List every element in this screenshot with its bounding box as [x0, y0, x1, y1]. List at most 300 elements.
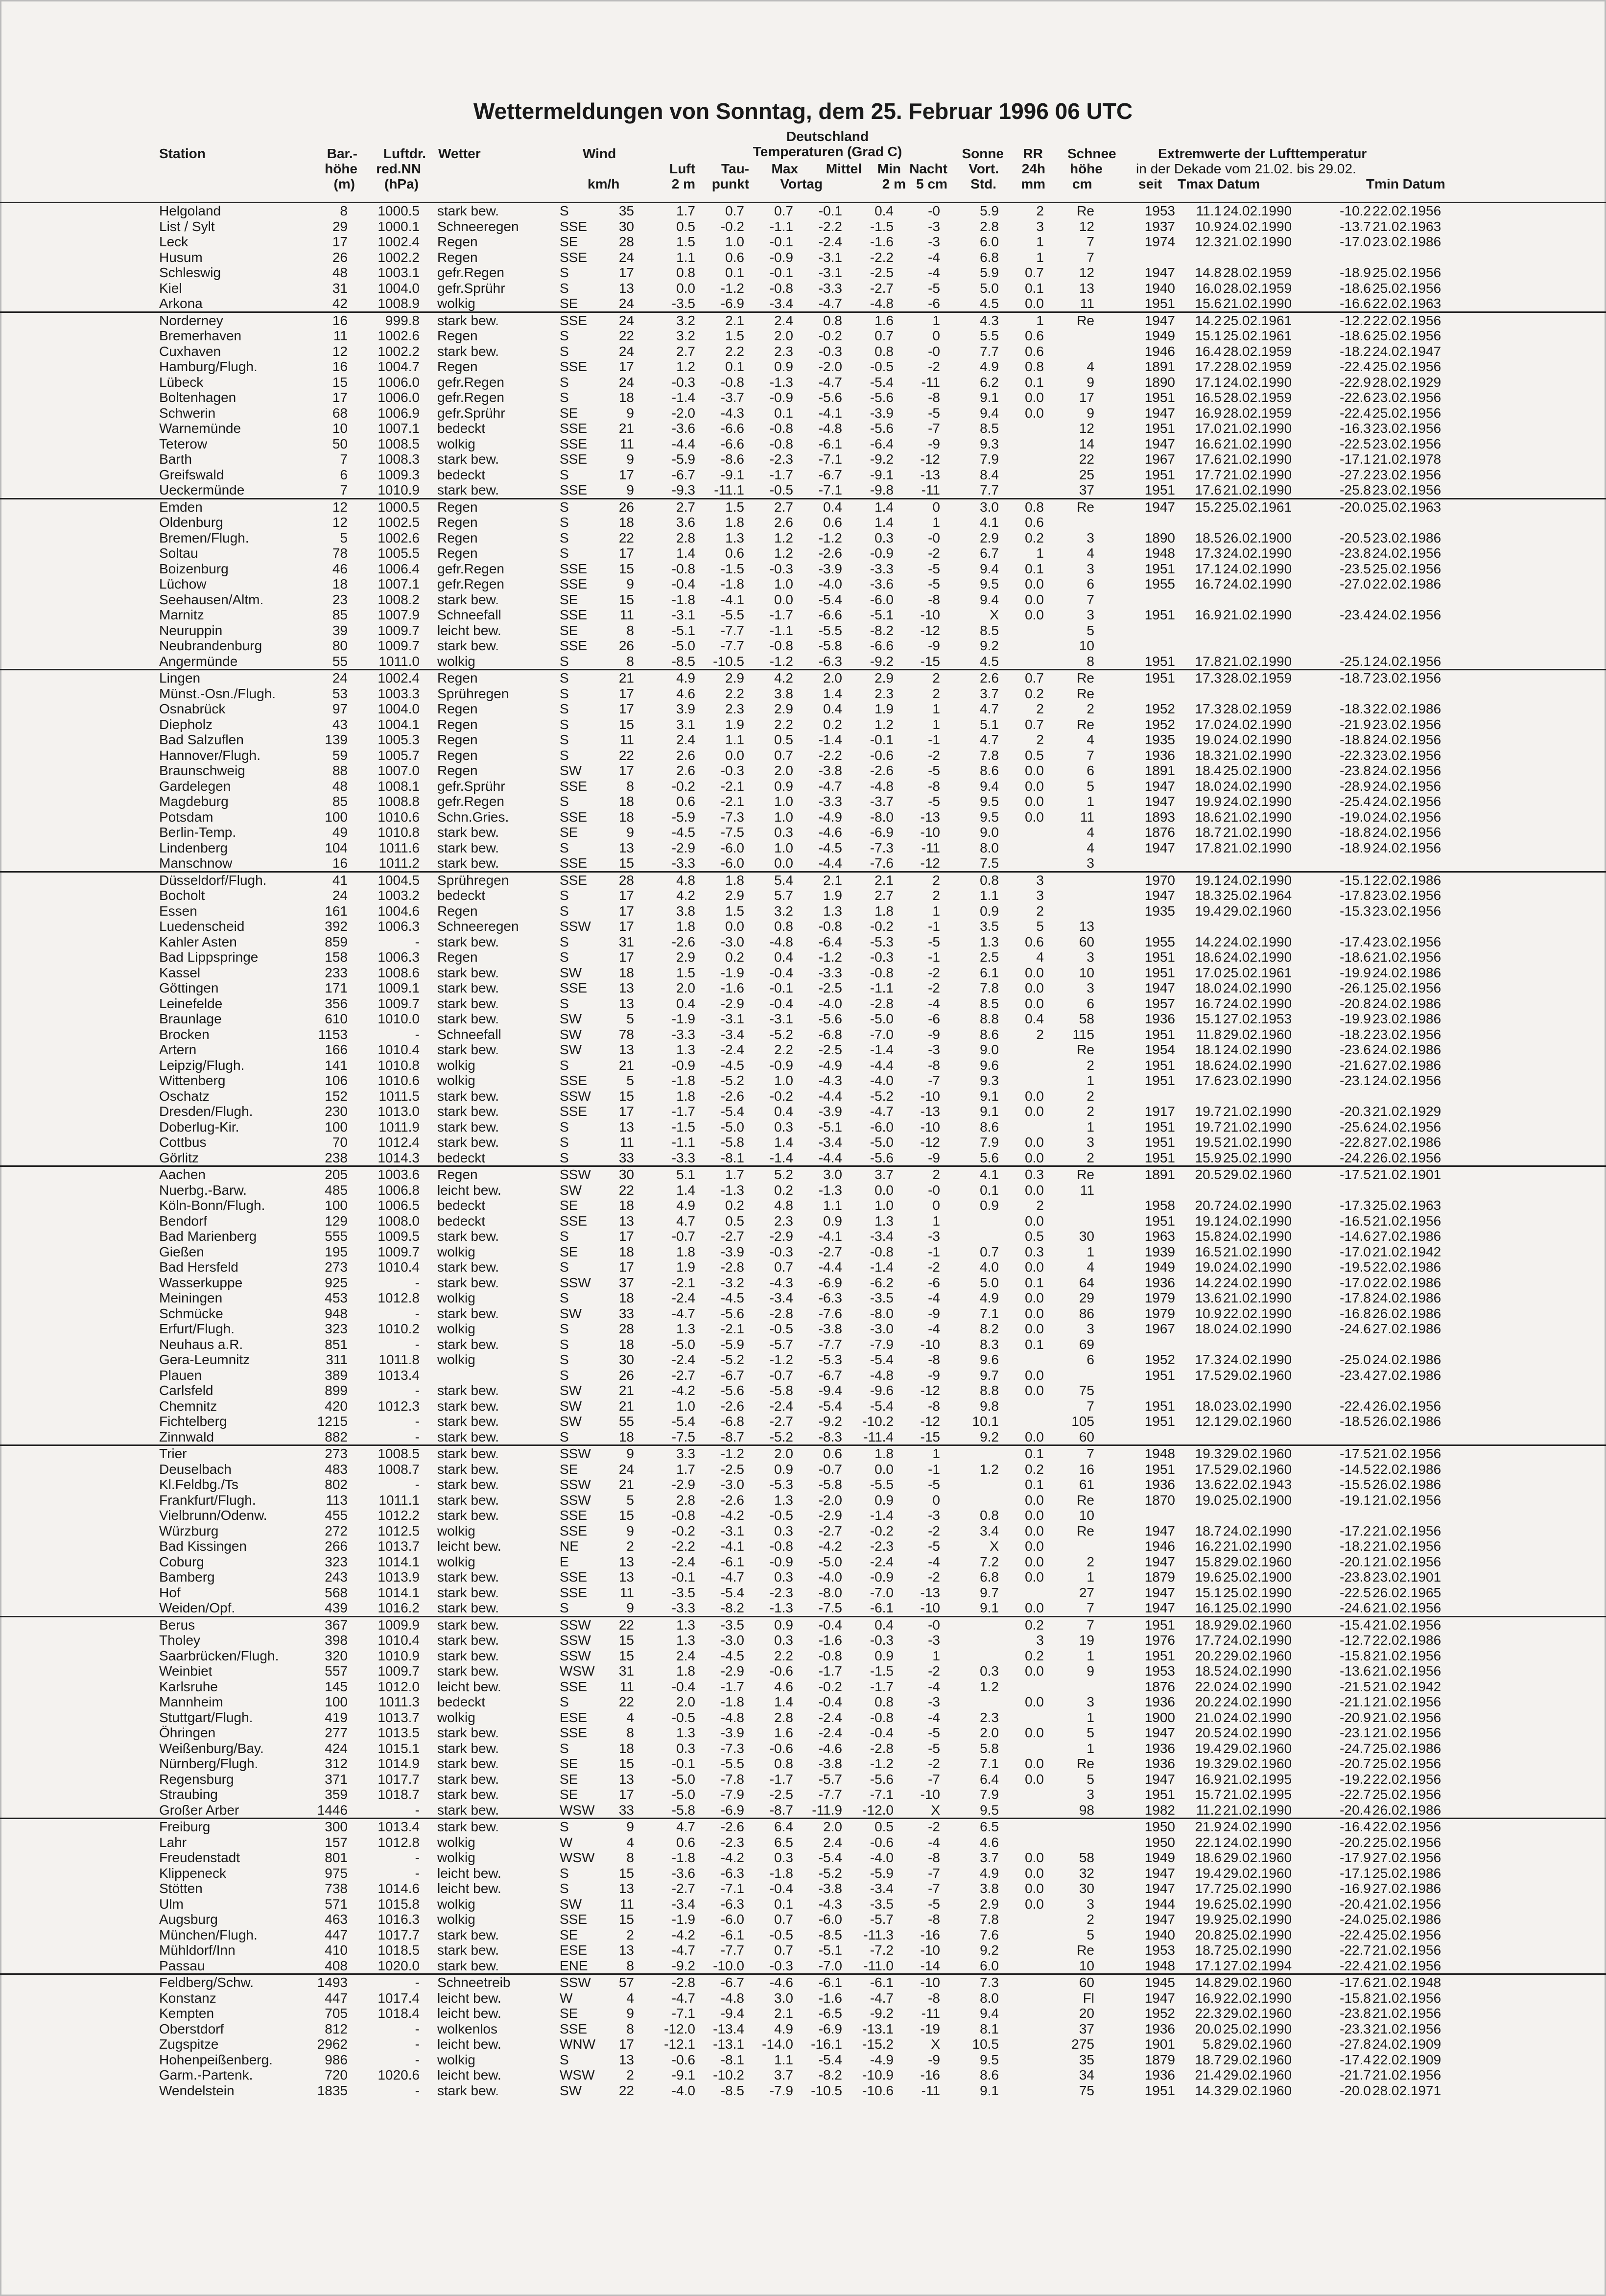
cell-luftdruck: 1008.2: [378, 592, 420, 607]
cell-schnee: Re: [1077, 499, 1094, 515]
cell-luft: -2.6: [671, 934, 695, 949]
cell-taupunkt: -6.3: [720, 1865, 744, 1881]
cell-tmax: 17.5: [1195, 1461, 1222, 1477]
cell-wind-dir: SSW: [560, 919, 591, 934]
cell-tmax-datum: 25.02.1961: [1223, 312, 1292, 328]
cell-luftdruck: 1007.0: [378, 763, 420, 778]
cell-tmin: -21.7: [1340, 2067, 1371, 2083]
table-row: [0, 888, 1606, 903]
cell-wetter: stark bew.: [437, 1259, 499, 1275]
col-wind: Wind: [583, 146, 616, 161]
table-row: [0, 1710, 1606, 1726]
cell-seit: 1951: [1144, 1367, 1175, 1383]
cell-min: -3.5: [870, 1896, 894, 1912]
table-row: [0, 1446, 1606, 1462]
cell-luft: -2.8: [671, 1975, 695, 1990]
cell-tmax: 14.2: [1195, 1275, 1222, 1290]
cell-sonne: 8.1: [980, 2021, 999, 2036]
cell-tmax-datum: 25.02.1900: [1223, 1569, 1292, 1585]
cell-luftdruck: 1006.3: [378, 949, 420, 965]
cell-luft: 1.3: [676, 1633, 695, 1648]
cell-tmax: 17.8: [1195, 840, 1222, 855]
cell-max: -0.4: [769, 995, 793, 1011]
col-luft-2m: 2 m: [671, 176, 695, 191]
cell-tmin: -17.1: [1340, 1865, 1371, 1881]
cell-sonne: 9.5: [980, 794, 999, 809]
cell-wetter: stark bew.: [437, 1585, 499, 1600]
cell-seit: 1951: [1144, 1057, 1175, 1073]
cell-luftdruck: 1000.1: [378, 218, 420, 234]
cell-wetter: leicht bew.: [437, 622, 501, 638]
cell-tmax: 22.1: [1195, 1834, 1222, 1850]
cell-luft: -2.7: [671, 1367, 695, 1383]
cell-max: -2.4: [769, 1398, 793, 1414]
cell-seit: 1944: [1144, 1896, 1175, 1912]
cell-max: 4.8: [774, 1198, 793, 1213]
cell-wind-kmh: 18: [618, 965, 634, 980]
cell-max: 4.9: [774, 2021, 793, 2036]
cell-tmax-datum: 29.02.1960: [1223, 2052, 1292, 2067]
cell-taupunkt: -3.1: [720, 1523, 744, 1539]
cell-luftdruck: 1010.4: [378, 1042, 420, 1057]
cell-luftdruck: 1006.3: [378, 919, 420, 934]
cell-sonne: 7.5: [980, 855, 999, 871]
cell-luft: -1.9: [671, 1912, 695, 1927]
cell-seit: 1936: [1144, 1740, 1175, 1756]
cell-mittel: 0.2: [823, 716, 842, 732]
cell-wind-dir: S: [560, 1881, 569, 1896]
cell-nacht: -13: [920, 1585, 940, 1600]
cell-tmax: 16.9: [1195, 405, 1222, 421]
cell-luft: 4.7: [676, 1213, 695, 1229]
cell-luftdruck: -: [415, 1305, 420, 1321]
cell-tmax: 19.9: [1195, 794, 1222, 809]
cell-sonne: 4.1: [980, 515, 999, 530]
cell-schnee: 4: [1086, 840, 1094, 855]
cell-schnee: 11: [1080, 809, 1094, 825]
cell-nacht: -8: [928, 1398, 940, 1414]
cell-tmin-datum: 25.02.1956: [1372, 405, 1441, 421]
cell-tmax-datum: 24.02.1990: [1223, 561, 1292, 576]
cell-station: Bad Kissingen: [159, 1539, 247, 1554]
cell-station: Bremerhaven: [159, 328, 242, 343]
cell-luftdruck: 1016.3: [378, 1912, 420, 1927]
cell-wind-dir: S: [560, 265, 569, 280]
cell-mittel: -3.1: [818, 249, 842, 265]
cell-rr: 0.3: [1025, 1167, 1044, 1182]
cell-max: -2.8: [769, 1305, 793, 1321]
cell-wind-dir: S: [560, 653, 569, 669]
cell-wind-dir: SSW: [560, 1975, 591, 1990]
cell-min: -5.1: [870, 607, 894, 622]
cell-wetter: gefr.Regen: [437, 265, 504, 280]
cell-taupunkt: -3.0: [720, 1633, 744, 1648]
cell-wind-kmh: 17: [618, 919, 634, 934]
cell-taupunkt: -4.3: [720, 405, 744, 421]
cell-luftdruck: 1002.4: [378, 670, 420, 686]
cell-tmax-datum: 28.02.1959: [1223, 390, 1292, 405]
cell-sonne: 0.3: [980, 1663, 999, 1679]
cell-schnee: 30: [1079, 1881, 1094, 1896]
cell-wind-dir: NE: [560, 1539, 579, 1554]
cell-tmin: -20.7: [1340, 1756, 1371, 1771]
table-row: [0, 1414, 1606, 1429]
cell-mittel: -0.7: [818, 1461, 842, 1477]
cell-mittel: -6.0: [818, 1912, 842, 1927]
table-row: [0, 545, 1606, 561]
cell-luftdruck: 1009.7: [378, 638, 420, 653]
cell-wind-kmh: 13: [618, 280, 634, 296]
table-row: [0, 234, 1606, 250]
cell-seit: 1950: [1144, 1819, 1175, 1834]
cell-seit: 1947: [1144, 1881, 1175, 1896]
cell-wind-dir: SE: [560, 825, 578, 840]
cell-max: -0.4: [769, 1881, 793, 1896]
cell-max: 0.8: [774, 919, 793, 934]
cell-mittel: 0.6: [823, 515, 842, 530]
cell-tmin: -17.2: [1340, 1523, 1371, 1539]
cell-luftdruck: 1006.5: [378, 1198, 420, 1213]
cell-tmax: 10.9: [1195, 1305, 1222, 1321]
cell-bar-hoehe: 39: [332, 622, 348, 638]
cell-taupunkt: -6.9: [720, 1802, 744, 1818]
cell-schnee: 10: [1079, 638, 1094, 653]
cell-tmax: 14.3: [1195, 2083, 1222, 2098]
col-min: Min: [877, 161, 901, 176]
cell-luft: -5.0: [671, 1336, 695, 1352]
cell-station: Vielbrunn/Odenw.: [159, 1508, 267, 1523]
cell-tmax: 19.1: [1195, 872, 1222, 888]
cell-sonne: 9.4: [980, 592, 999, 607]
table-row: [0, 1119, 1606, 1135]
table-row: [0, 1089, 1606, 1104]
cell-tmin-datum: 24.02.1956: [1372, 1119, 1441, 1135]
cell-station: Hof: [159, 1585, 181, 1600]
cell-luftdruck: 1009.7: [378, 1244, 420, 1259]
cell-tmin-datum: 25.02.1986: [1372, 1912, 1441, 1927]
cell-rr: 0.0: [1025, 1569, 1044, 1585]
table-row: [0, 592, 1606, 608]
cell-rr: 0.0: [1025, 1305, 1044, 1321]
cell-wind-dir: S: [560, 515, 569, 530]
cell-tmin-datum: 25.02.1956: [1372, 1756, 1441, 1771]
cell-luft: 0.6: [676, 794, 695, 809]
cell-station: Cuxhaven: [159, 343, 221, 359]
cell-luftdruck: 1002.6: [378, 328, 420, 343]
cell-tmax-datum: 27.02.1994: [1223, 1958, 1292, 1973]
cell-tmax-datum: 24.02.1990: [1223, 1819, 1292, 1834]
cell-station: Garm.-Partenk.: [159, 2067, 253, 2083]
cell-nacht: -9: [928, 638, 940, 653]
cell-tmin: -22.4: [1340, 1398, 1371, 1414]
cell-luftdruck: 1007.1: [378, 421, 420, 436]
cell-seit: 1935: [1144, 732, 1175, 747]
cell-wind-dir: SE: [560, 622, 578, 638]
cell-nacht: -10: [920, 1119, 940, 1135]
cell-schnee: 115: [1072, 1026, 1094, 1042]
cell-station: Hamburg/Flugh.: [159, 359, 258, 374]
cell-nacht: -5: [928, 1477, 940, 1492]
cell-nacht: -0: [928, 530, 940, 545]
cell-station: Weinbiet: [159, 1663, 213, 1679]
cell-taupunkt: -3.0: [720, 1477, 744, 1492]
cell-max: -2.7: [769, 1414, 793, 1429]
cell-wetter: gefr.Regen: [437, 794, 504, 809]
cell-tmax: 18.7: [1195, 825, 1222, 840]
cell-tmin-datum: 26.02.1986: [1372, 1414, 1441, 1429]
col-rr-1: RR: [1023, 146, 1043, 161]
cell-taupunkt: -5.6: [720, 1305, 744, 1321]
cell-wetter: stark bew.: [437, 203, 499, 218]
cell-tmin-datum: 25.02.1986: [1372, 1865, 1441, 1881]
cell-bar-hoehe: 720: [325, 2067, 348, 2083]
cell-tmin: -15.3: [1340, 903, 1371, 919]
cell-max: -14.0: [762, 2036, 793, 2052]
cell-wind-kmh: 2: [626, 1539, 634, 1554]
cell-schnee: 2: [1086, 1057, 1094, 1073]
cell-min: -1.5: [870, 1663, 894, 1679]
cell-tmin: -18.8: [1340, 732, 1371, 747]
cell-wind-kmh: 21: [618, 670, 634, 686]
cell-nacht: -9: [928, 2052, 940, 2067]
cell-seit: 1947: [1144, 1523, 1175, 1539]
cell-rr: 1: [1036, 249, 1044, 265]
cell-station: Konstanz: [159, 1990, 216, 2006]
cell-tmax: 16.7: [1195, 995, 1222, 1011]
cell-mittel: -2.7: [818, 1244, 842, 1259]
cell-bar-hoehe: 859: [325, 934, 348, 949]
cell-station: Warnemünde: [159, 421, 241, 436]
cell-taupunkt: -6.1: [720, 1927, 744, 1942]
cell-luft: -12.0: [664, 2021, 695, 2036]
cell-wind-dir: SSE: [560, 855, 588, 871]
cell-nacht: 0: [932, 1198, 940, 1213]
cell-nacht: -19: [920, 2021, 940, 2036]
cell-tmax-datum: 24.02.1990: [1223, 1229, 1292, 1244]
cell-wetter: bedeckt: [437, 421, 486, 436]
cell-mittel: -2.6: [818, 545, 842, 561]
cell-nacht: -2: [928, 1569, 940, 1585]
cell-station: Magdeburg: [159, 794, 229, 809]
cell-min: -4.7: [870, 1990, 894, 2006]
cell-schnee: 2: [1086, 1104, 1094, 1119]
cell-tmin: -20.3: [1340, 1104, 1371, 1119]
cell-tmax: 19.6: [1195, 1896, 1222, 1912]
cell-nacht: -3: [928, 234, 940, 249]
cell-nacht: -10: [920, 1942, 940, 1958]
table-row: [0, 623, 1606, 639]
cell-nacht: 2: [932, 888, 940, 903]
cell-tmin: -20.1: [1340, 1554, 1371, 1569]
cell-nacht: -2: [928, 1756, 940, 1771]
table-row: [0, 1275, 1606, 1291]
cell-wind-dir: S: [560, 328, 569, 343]
table-row: [0, 1492, 1606, 1508]
cell-luft: -3.1: [671, 607, 695, 622]
cell-tmin-datum: 21.02.1956: [1372, 1492, 1441, 1508]
table-row: [0, 561, 1606, 577]
cell-nacht: -10: [920, 825, 940, 840]
cell-luftdruck: -: [415, 1026, 420, 1042]
cell-seit: 1947: [1144, 1725, 1175, 1740]
cell-wetter: Regen: [437, 249, 478, 265]
table-row: [0, 1462, 1606, 1477]
cell-tmin: -22.3: [1340, 747, 1371, 763]
cell-taupunkt: -13.1: [713, 2036, 744, 2052]
cell-wind-dir: S: [560, 1119, 569, 1135]
cell-nacht: 2: [932, 1167, 940, 1182]
cell-wind-dir: SSE: [560, 1523, 588, 1539]
cell-wetter: Regen: [437, 732, 478, 747]
cell-rr: 0.6: [1025, 515, 1044, 530]
cell-mittel: -5.5: [818, 622, 842, 638]
cell-wind-dir: SSE: [560, 218, 588, 234]
cell-mittel: -5.0: [818, 1554, 842, 1569]
cell-wind-dir: S: [560, 280, 569, 296]
cell-wetter: Sprühregen: [437, 872, 509, 888]
cell-bar-hoehe: 12: [332, 343, 348, 359]
cell-tmax: 16.1: [1195, 1600, 1222, 1615]
cell-wetter: stark bew.: [437, 1648, 499, 1663]
cell-tmin-datum: 26.02.1956: [1372, 1398, 1441, 1414]
cell-sonne: 9.8: [980, 1398, 999, 1414]
cell-tmin-datum: 21.02.1929: [1372, 1104, 1441, 1119]
cell-seit: 1876: [1144, 1679, 1175, 1694]
table-row: [0, 390, 1606, 405]
cell-nacht: 1: [932, 1213, 940, 1229]
cell-tmin-datum: 22.02.1956: [1372, 312, 1441, 328]
cell-tmax-datum: 25.02.1990: [1223, 1912, 1292, 1927]
cell-sonne: 7.2: [980, 1554, 999, 1569]
table-row: [0, 281, 1606, 296]
cell-seit: 1951: [1144, 1119, 1175, 1135]
cell-min: -3.0: [870, 1321, 894, 1336]
cell-wetter: stark bew.: [437, 1633, 499, 1648]
cell-wind-kmh: 11: [619, 1585, 634, 1600]
cell-tmin-datum: 24.02.1986: [1372, 965, 1441, 980]
cell-tmax: 14.8: [1195, 265, 1222, 280]
cell-luftdruck: 1009.1: [378, 980, 420, 995]
cell-mittel: -4.6: [818, 1740, 842, 1756]
cell-luft: 4.7: [676, 1819, 695, 1834]
cell-luftdruck: -: [415, 1477, 420, 1492]
cell-luft: -1.8: [671, 1850, 695, 1865]
cell-taupunkt: 2.2: [725, 343, 744, 359]
cell-tmin-datum: 24.02.1986: [1372, 995, 1441, 1011]
cell-tmax-datum: 28.02.1959: [1223, 701, 1292, 716]
cell-wind-dir: SSW: [560, 1633, 591, 1648]
cell-taupunkt: -6.6: [720, 436, 744, 451]
table-row: [0, 1135, 1606, 1150]
cell-tmin-datum: 23.02.1956: [1372, 716, 1441, 732]
table-row: [0, 2067, 1606, 2083]
cell-luft: 1.4: [676, 545, 695, 561]
cell-luft: -0.9: [671, 1057, 695, 1073]
cell-wind-kmh: 37: [618, 1275, 634, 1290]
cell-max: -7.9: [769, 2083, 793, 2098]
cell-luft: -0.4: [671, 1679, 695, 1694]
cell-seit: 1946: [1144, 1539, 1175, 1554]
cell-seit: 1976: [1144, 1633, 1175, 1648]
cell-rr: 2: [1036, 732, 1044, 747]
cell-luftdruck: 1004.7: [378, 359, 420, 374]
cell-seit: 1970: [1144, 872, 1175, 888]
cell-min: 1.4: [874, 515, 894, 530]
cell-min: -6.1: [870, 1600, 894, 1615]
cell-seit: 1947: [1144, 312, 1175, 328]
cell-min: -8.0: [870, 809, 894, 825]
cell-bar-hoehe: 7: [340, 482, 348, 497]
col-schnee-1: Schnee: [1067, 146, 1116, 161]
cell-wetter: stark bew.: [437, 980, 499, 995]
cell-wetter: stark bew.: [437, 855, 499, 871]
cell-wind-dir: S: [560, 716, 569, 732]
cell-sonne: 0.1: [980, 1182, 999, 1198]
cell-luftdruck: 1016.2: [378, 1600, 420, 1615]
cell-luft: 2.4: [676, 732, 695, 747]
cell-schnee: 7: [1086, 234, 1094, 249]
col-bar-2: höhe: [325, 161, 357, 176]
cell-station: Weiden/Opf.: [159, 1600, 236, 1615]
cell-tmax: 18.5: [1195, 530, 1222, 545]
cell-tmax: 15.9: [1195, 1150, 1222, 1165]
cell-tmin-datum: 21.02.1956: [1372, 1648, 1441, 1663]
cell-luftdruck: -: [415, 934, 420, 949]
table-row: [0, 405, 1606, 421]
cell-luftdruck: 1006.4: [378, 561, 420, 576]
cell-rr: 0.0: [1025, 1213, 1044, 1229]
cell-rr: 0.0: [1025, 965, 1044, 980]
cell-station: Kiel: [159, 280, 182, 296]
cell-taupunkt: -7.9: [720, 1787, 744, 1802]
cell-max: -0.7: [769, 1367, 793, 1383]
table-row: [0, 219, 1606, 235]
cell-max: 1.0: [774, 576, 793, 592]
cell-luft: -2.7: [671, 1881, 695, 1896]
cell-min: -2.6: [870, 763, 894, 778]
cell-mittel: -3.3: [818, 794, 842, 809]
cell-bar-hoehe: 1446: [317, 1802, 348, 1818]
cell-taupunkt: -5.2: [720, 1073, 744, 1088]
cell-bar-hoehe: 420: [325, 1398, 348, 1414]
cell-luftdruck: 1009.7: [378, 622, 420, 638]
cell-luftdruck: 1014.6: [378, 1881, 420, 1896]
cell-luftdruck: 1010.9: [378, 1648, 420, 1663]
cell-tmin: -16.8: [1340, 1305, 1371, 1321]
cell-bar-hoehe: 802: [325, 1477, 348, 1492]
cell-wind-dir: SSE: [560, 1073, 588, 1088]
cell-tmin: -26.1: [1340, 980, 1371, 995]
cell-min: -1.4: [870, 1259, 894, 1275]
cell-sonne: 9.3: [980, 1073, 999, 1088]
cell-mittel: 2.4: [823, 1834, 842, 1850]
cell-min: -2.4: [870, 1554, 894, 1569]
cell-luftdruck: -: [415, 1975, 420, 1990]
cell-luftdruck: 1009.7: [378, 1663, 420, 1679]
table-row: [0, 1756, 1606, 1772]
cell-tmax-datum: 25.02.1990: [1223, 2021, 1292, 2036]
cell-wetter: stark bew.: [437, 1663, 499, 1679]
table-row: [0, 1835, 1606, 1850]
cell-schnee: 7: [1086, 249, 1094, 265]
cell-luftdruck: -: [415, 1865, 420, 1881]
cell-station: Regensburg: [159, 1771, 234, 1787]
cell-sonne: 7.6: [980, 1927, 999, 1942]
cell-wind-kmh: 18: [618, 794, 634, 809]
cell-wind-dir: SSE: [560, 1508, 588, 1523]
cell-schnee: Re: [1077, 670, 1094, 686]
cell-rr: 4: [1036, 949, 1044, 965]
